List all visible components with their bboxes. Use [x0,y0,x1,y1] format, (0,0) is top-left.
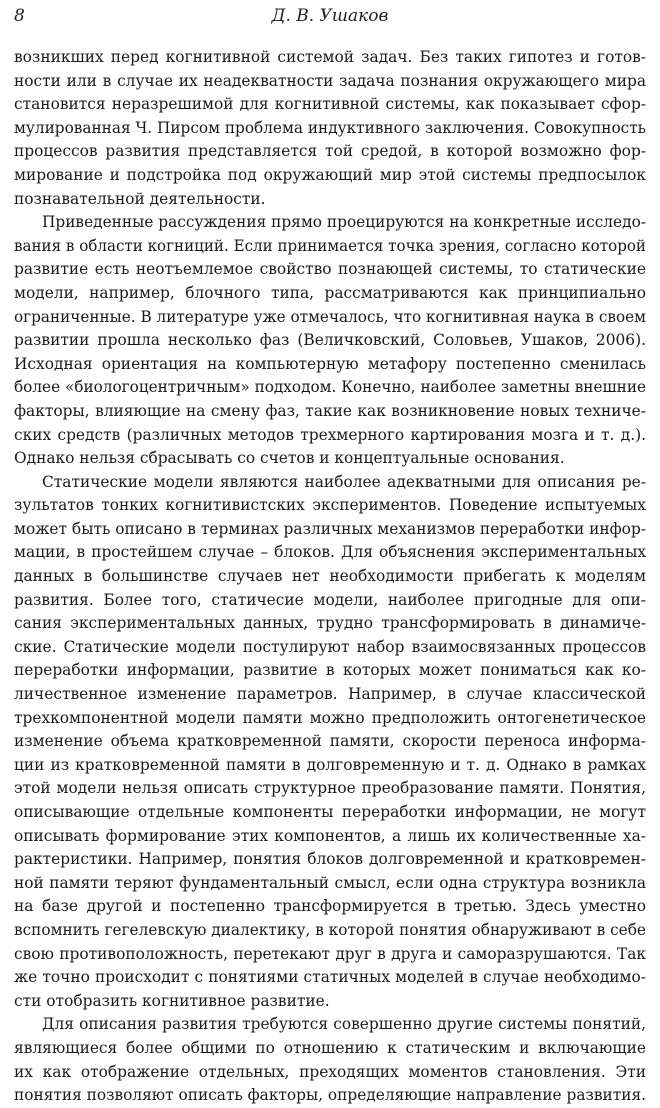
paragraph [14,1013,646,1107]
text-line: этой модели нельзя описать структурное преобразование памяти. Понятия, [14,779,646,798]
body-text [14,46,646,1108]
text-line: данных в большинстве случаев нет необходимости прибегать к моделям [14,567,646,586]
text-line: развитии прошла несколько фаз (Величковский, Соловьев, Ушаков, 2006). [14,331,646,350]
text-line: факторы, влияющие на смену фаз, такие как возникновение новых техниче- [14,401,646,420]
text-line: описывающие отдельные компоненты переработки информации, не могут [14,803,646,821]
text-line: являющиеся более общими по отношению к статическим и включающие [14,1038,646,1057]
text-line: модели, например, блочного типа, рассматриваются как принципиально [14,283,646,302]
text-line: изменение объема кратковременной памяти, скорости переноса информа- [14,732,646,751]
text-line: ции из кратковременной памяти в долговременную и т. д. Однако в рамках [14,755,646,774]
text-line: трехкомпонентной модели памяти можно предположить онтогенетическое [14,708,646,727]
text-line: мулированная Ч. Пирсом проблема индуктивного заключения. Совокупность [14,118,646,137]
text-line: ности или в случае их неадекватности задача познания окружающего мира [14,71,646,90]
text-line: возникших перед когнитивной системой задач. Без таких гипотез и готов- [14,48,646,66]
text-line: процессов развития представляется той средой, в которой возможно фор- [14,142,646,161]
text-line: развитие есть неотъемлемое свойство познающей системы, то статические [14,260,646,279]
running-head-author: Д. В. Ушаков [271,6,389,26]
text-line: вания в области когниций. Если принимается точка зрения, согласно которой [14,236,646,255]
text-line: вспомнить гегелевскую диалектику, в которой понятия обнаруживают в себе [14,920,646,939]
text-line: свою противоположность, перетекают друг в друга и саморазрушаются. Так [14,944,646,963]
text-line: сти отобразить когнитивное развитие. [14,991,330,1010]
text-line: становится неразрешимой для когнитивной системы, как показывает сфор- [14,95,646,114]
text-line: Исходная ориентация на компьютерную метафору постепенно сменилась [14,354,646,373]
text-line: понятия позволяют описать факторы, определяющие направление развития. [14,1086,646,1105]
text-line: познавательной деятельности. [14,189,266,208]
paragraph [14,211,646,471]
paragraph [14,46,646,211]
text-line: Приведенные рассуждения прямо проецируются на конкретные исследо- [42,213,646,232]
paragraph [14,471,646,1014]
text-line: ские. Статические модели постулируют набор взаимосвязанных процессов [14,637,646,656]
text-line: зультатов тонких когнитивистских экспериментов. Поведение испытуемых [14,496,646,515]
text-line: же точно происходит с понятиями статичных моделей в случае необходимо- [14,968,646,987]
text-line: рактеристики. Например, понятия блоков долговременной и кратковремен- [14,850,646,869]
text-line: развития. Более того, статичесие модели, наиболее пригодные для опи- [14,590,646,609]
text-line: ной памяти теряют фундаментальный смысл, если одна структура возникла [14,873,646,892]
text-line: может быть описано в терминах различных механизмов переработки инфор- [14,519,646,538]
text-line: более «биологоцентричным» подходом. Конечно, наиболее заметны внешние [14,378,646,397]
text-line: личественное изменение параметров. Например, в случае классической [14,685,646,704]
text-line: Однако нельзя сбрасывать со счетов и концептуальные основания. [14,449,565,468]
text-line: мирование и подстройка под окружающий мир этой системы предпосылок [14,165,646,184]
text-line: Статические модели являются наиболее адекватными для описания ре- [42,472,646,491]
text-line: на базе другой и постепенно трансформируется в третью. Здесь уместно [14,897,646,916]
text-line: сания экспериментальных данных, трудно трансформировать в динамиче- [14,614,646,633]
text-line: переработки информации, развитие в которых может пониматься как ко- [14,661,646,680]
text-line: их как отображение отдельных, преходящих моментов становления. Эти [14,1062,646,1081]
text-line: описывать формирование этих компонентов, а лишь их количественные ха- [14,826,646,845]
text-line: мации, в простейшем случае – блоков. Для объяснения экспериментальных [14,543,646,562]
text-line: ских средств (различных методов трехмерного картирования мозга и т. д.). [14,425,646,444]
text-line: ограниченные. В литературе уже отмечалось, что когнитивная наука в своем [14,307,646,326]
page-header [14,4,646,32]
page-number: 8 [14,6,25,26]
text-line: Для описания развития требуются совершенно другие системы понятий, [42,1015,646,1034]
